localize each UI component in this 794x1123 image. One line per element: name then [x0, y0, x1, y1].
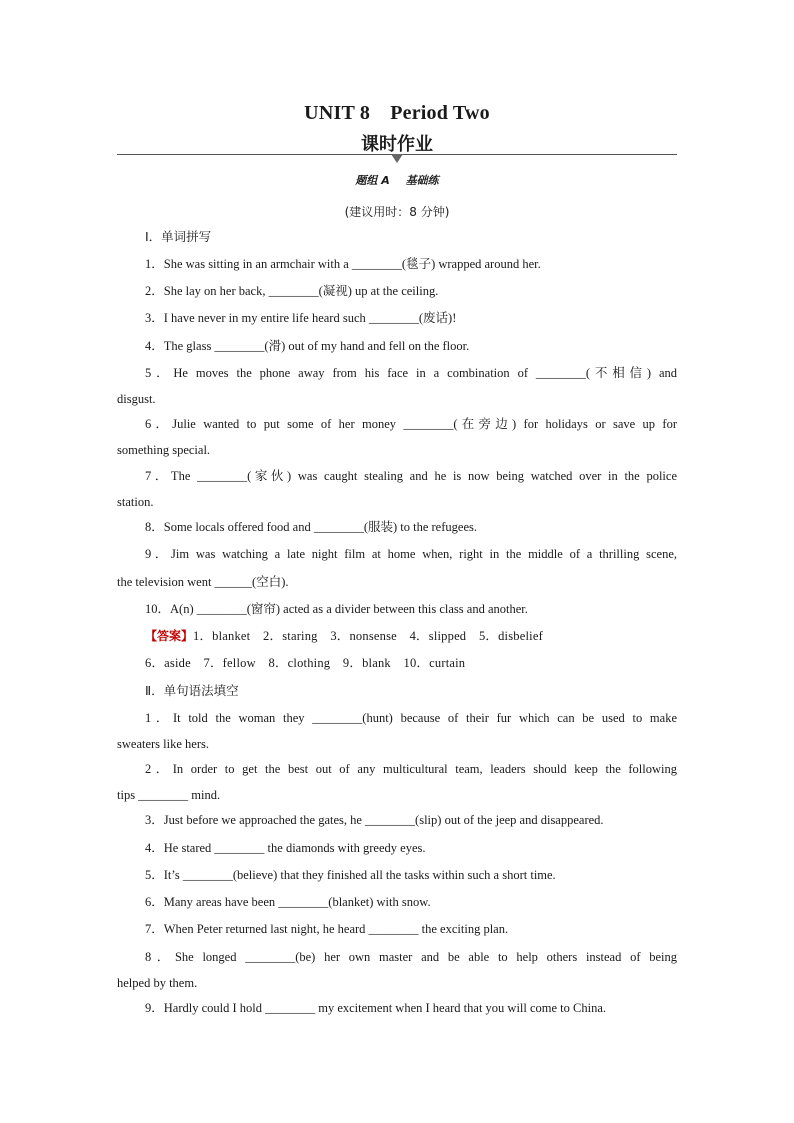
list-item-continuation: helped by them.	[117, 976, 198, 990]
list-item: 8．Some locals offered food and ________(服装) to the refugees.	[145, 520, 477, 534]
list-item: 2．She lay on her back, ________(凝视) up at the ceiling.	[145, 284, 439, 298]
answer-text: 1．blanket 2．staring 3．nonsense 4．slipped 5．disbelief	[193, 629, 543, 643]
list-item-continuation: disgust.	[117, 392, 156, 406]
list-item: 7．The ________(家伙) was caught stealing and he is now being watched over in the police	[145, 469, 677, 483]
answer-tag: 【答案】	[145, 629, 194, 643]
list-item: 5．He moves the phone away from his face in a combination of ________(不相信) and	[145, 366, 677, 380]
group-label-a: 题组 A	[355, 174, 390, 187]
list-item-continuation: sweaters like hers.	[117, 737, 209, 751]
list-item: 9．Hardly could I hold ________ my excitement when I heard that you will come to China.	[145, 1001, 607, 1015]
list-item: 10．A(n) ________(窗帘) acted as a divider between this class and another.	[145, 602, 528, 616]
list-item: 5．It’s ________(believe) that they finished all the tasks within such a short time.	[145, 868, 556, 882]
list-item: 4．The glass ________(滑) out of my hand and fell on the floor.	[145, 339, 470, 353]
group-label	[0, 172, 794, 188]
list-item: 2．In order to get the best out of any multicultural team, leaders should keep the following	[145, 762, 677, 776]
list-item: 3．I have never in my entire life heard such ________(废话)!	[145, 311, 457, 325]
list-item-continuation: the television went ______(空白).	[117, 575, 289, 589]
page-subtitle: 课时作业	[361, 134, 433, 155]
list-item: 1．She was sitting in an armchair with a ________(毯子) wrapped around her.	[145, 257, 541, 271]
list-item: 3．Just before we approached the gates, he ________(slip) out of the jeep and disappeared.	[145, 813, 604, 827]
list-item: 7．When Peter returned last night, he heard ________ the exciting plan.	[145, 922, 509, 936]
list-item: 9．Jim was watching a late night film at home when, right in the middle of a thrilling scene,	[145, 547, 677, 561]
list-item: 6．Many areas have been ________(blanket) with snow.	[145, 895, 431, 909]
time-note: (建议用时：8 分钟)	[344, 205, 450, 219]
answer-line	[145, 627, 677, 645]
page-title: UNIT 8 Period Two	[304, 102, 490, 124]
section2-heading: Ⅱ．单句语法填空	[145, 683, 239, 698]
triangle-down-icon	[391, 154, 403, 163]
list-item: 6．Julie wanted to put some of her money ________(在旁边) for holidays or save up for	[145, 417, 677, 431]
answer-line: 6．aside 7．fellow 8．clothing 9．blank 10．curtain	[145, 656, 466, 670]
group-label-b: 基础练	[405, 174, 439, 187]
list-item: 1．It told the woman they ________(hunt) because of their fur which can be used to make	[145, 711, 677, 725]
list-item-continuation: tips ________ mind.	[117, 788, 221, 802]
list-item-continuation: station.	[117, 495, 154, 509]
section1-heading: Ⅰ．单词拼写	[145, 229, 212, 244]
list-item-continuation: something special.	[117, 443, 211, 457]
list-item: 4．He stared ________ the diamonds with greedy eyes.	[145, 841, 426, 855]
list-item: 8．She longed ________(be) her own master and be able to help others instead of being	[145, 950, 677, 964]
